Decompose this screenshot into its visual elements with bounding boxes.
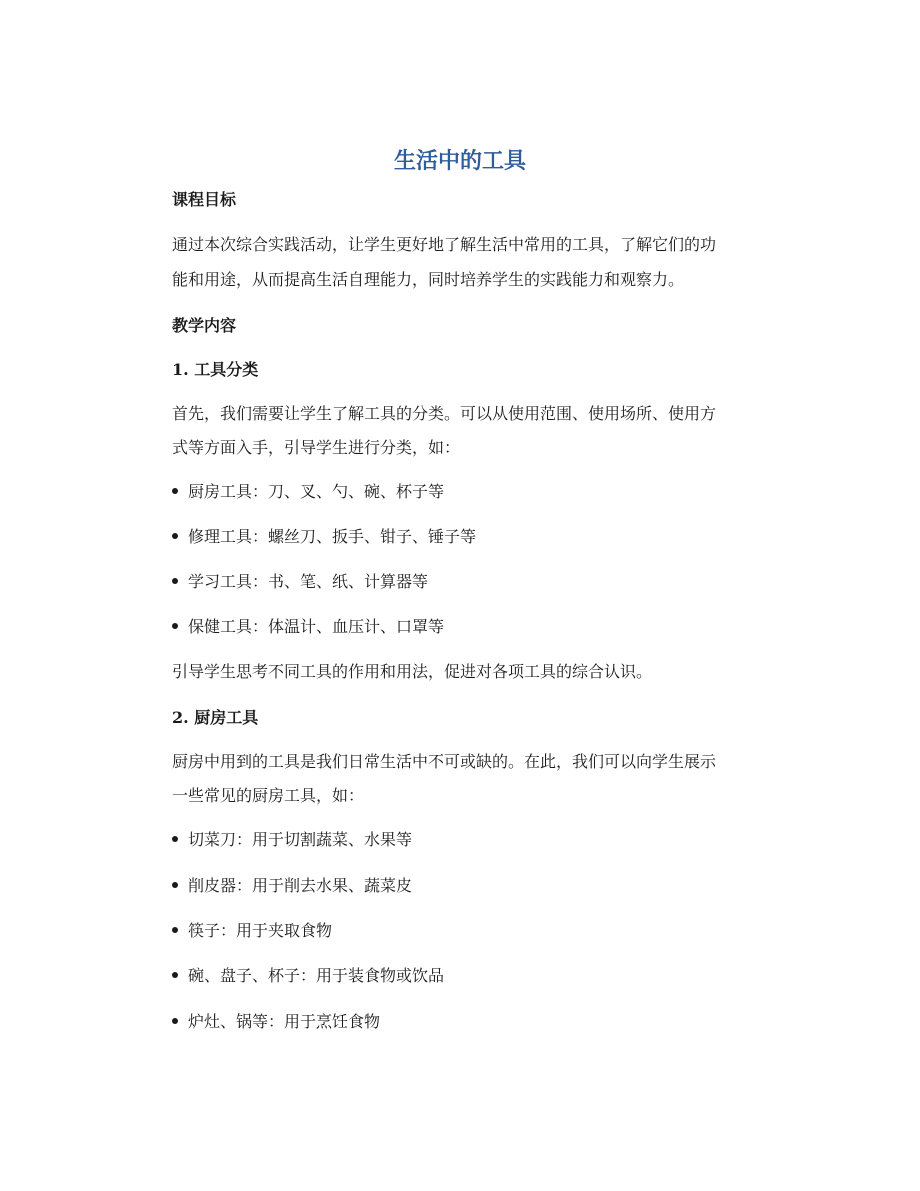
goal-paragraph-line-2: 能和用途，从而提高生活自理能力，同时培养学生的实践能力和观察力。 bbox=[172, 270, 685, 289]
list-item bbox=[172, 1010, 380, 1034]
classification-paragraph-line-2: 式等方面入手，引导学生进行分类，如： bbox=[172, 438, 461, 457]
list-item-text: 碗、盘子、杯子：用于装食物或饮品 bbox=[188, 966, 445, 985]
heading-course-goal: 课程目标 bbox=[172, 190, 237, 209]
bullet-dot bbox=[172, 488, 178, 494]
list-item-text: 切菜刀：用于切割蔬菜、水果等 bbox=[188, 830, 413, 849]
list-item-text: 保健工具：体温计、血压计、口罩等 bbox=[188, 617, 445, 636]
bullet-dot bbox=[172, 533, 178, 539]
bullet-dot bbox=[172, 927, 178, 933]
classification-closing: 引导学生思考不同工具的作用和用法，促进对各项工具的综合认识。 bbox=[172, 662, 653, 681]
bullet-dot bbox=[172, 1018, 178, 1024]
list-item bbox=[172, 964, 444, 988]
list-item-text: 炉灶、锅等：用于烹饪食物 bbox=[188, 1012, 381, 1031]
list-item bbox=[172, 874, 412, 898]
list-item-text: 削皮器：用于削去水果、蔬菜皮 bbox=[188, 876, 413, 895]
list-item-text: 厨房工具：刀、叉、勺、碗、杯子等 bbox=[188, 482, 445, 501]
bullet-dot bbox=[172, 578, 178, 584]
goal-paragraph-line-1: 通过本次综合实践活动，让学生更好地了解生活中常用的工具，了解它们的功 bbox=[172, 235, 717, 254]
bullet-dot bbox=[172, 623, 178, 629]
list-item bbox=[172, 480, 444, 504]
list-item-text: 学习工具：书、笔、纸、计算器等 bbox=[188, 572, 429, 591]
classification-paragraph-line-1: 首先，我们需要让学生了解工具的分类。可以从使用范围、使用场所、使用方 bbox=[172, 404, 717, 423]
bullet-dot bbox=[172, 972, 178, 978]
list-item bbox=[172, 525, 476, 549]
list-item bbox=[172, 615, 444, 639]
list-item-text: 修理工具：螺丝刀、扳手、钳子、锤子等 bbox=[188, 527, 477, 546]
bullet-dot bbox=[172, 882, 178, 888]
list-item bbox=[172, 828, 412, 852]
kitchen-paragraph-line-1: 厨房中用到的工具是我们日常生活中不可或缺的。在此，我们可以向学生展示 bbox=[172, 752, 717, 771]
kitchen-paragraph-line-2: 一些常见的厨房工具，如： bbox=[172, 786, 365, 805]
heading-teaching-content: 教学内容 bbox=[172, 316, 237, 335]
heading-tool-classification: 1. 工具分类 bbox=[172, 360, 259, 379]
list-item bbox=[172, 919, 332, 943]
list-item-text: 筷子：用于夹取食物 bbox=[188, 921, 333, 940]
list-item bbox=[172, 570, 428, 594]
heading-kitchen-tools: 2. 厨房工具 bbox=[172, 708, 259, 727]
bullet-dot bbox=[172, 836, 178, 842]
document-title: 生活中的工具 bbox=[393, 148, 526, 174]
